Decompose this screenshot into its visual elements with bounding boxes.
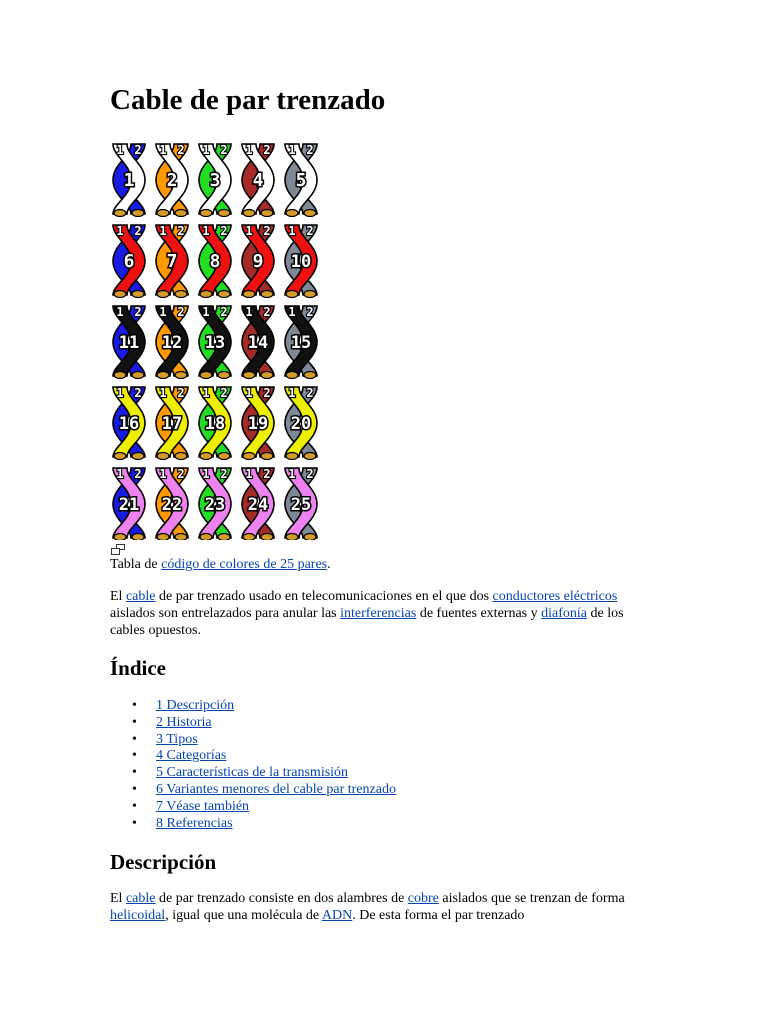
link-interferencias[interactable]: interferencias	[340, 606, 417, 621]
text: , igual que una molécula de	[165, 908, 322, 923]
wire-label: 1	[202, 224, 210, 238]
pair-number: 25	[290, 495, 312, 515]
toc-link-referencias[interactable]: 8 Referencias	[156, 815, 233, 831]
copper-end	[286, 534, 298, 541]
wire-label: 2	[220, 467, 228, 481]
wire-label: 2	[263, 386, 271, 400]
copper-end	[114, 453, 126, 460]
pair-number: 23	[204, 495, 226, 515]
copper-end	[243, 210, 255, 217]
toc-link-historia[interactable]: 2 Historia	[156, 714, 212, 730]
pair-10	[285, 224, 317, 298]
page-title: Cable de par trenzado	[110, 84, 386, 116]
wire-label: 2	[220, 386, 228, 400]
wire-label: 1	[202, 467, 210, 481]
pair-number: 10	[290, 252, 312, 272]
toc-item	[132, 732, 396, 749]
wire-label: 1	[116, 143, 124, 157]
wire-label: 1	[245, 467, 253, 481]
wire-label: 2	[134, 386, 142, 400]
pair-8	[199, 224, 231, 298]
copper-end	[218, 534, 230, 541]
pair-number: 2	[166, 170, 178, 191]
link-helicoidal[interactable]: helicoidal	[110, 908, 166, 923]
wire-label: 1	[288, 467, 296, 481]
copper-end	[157, 372, 169, 379]
copper-end	[261, 534, 273, 541]
wire-label: 1	[202, 143, 210, 157]
wire-label: 2	[220, 224, 228, 238]
pair-number: 5	[295, 170, 307, 191]
copper-end	[132, 453, 144, 460]
link-cable[interactable]: cable	[125, 589, 156, 604]
copper-end	[200, 372, 212, 379]
wire-label: 1	[159, 143, 167, 157]
copper-end	[261, 291, 273, 298]
link-diafonia[interactable]: diafonía	[541, 606, 587, 621]
wire-label: 1	[245, 386, 253, 400]
copper-end	[157, 291, 169, 298]
pair-number: 9	[252, 251, 264, 272]
wire-label: 2	[177, 386, 185, 400]
copper-end	[157, 210, 169, 217]
pair-3	[199, 143, 231, 217]
copper-end	[243, 372, 255, 379]
pair-number: 11	[118, 333, 140, 353]
link-conductores-electricos[interactable]: conductores eléctricos	[492, 589, 618, 604]
wire-label: 1	[245, 305, 253, 319]
pair-number: 12	[161, 333, 183, 353]
copper-end	[218, 291, 230, 298]
copper-end	[286, 291, 298, 298]
caption-prefix: Tabla de	[110, 557, 162, 572]
pair-17	[156, 386, 188, 460]
copper-end	[286, 453, 298, 460]
pair-15	[285, 305, 317, 379]
pair-number: 21	[118, 495, 140, 515]
wire-label: 2	[177, 143, 185, 157]
toc-heading: Índice	[110, 656, 167, 680]
link-color-code[interactable]: código de colores de 25 pares	[161, 557, 328, 572]
link-adn[interactable]: ADN	[321, 908, 353, 923]
wire-label: 2	[263, 467, 271, 481]
copper-end	[132, 291, 144, 298]
wire-label: 2	[306, 467, 314, 481]
copper-end	[114, 291, 126, 298]
copper-end	[157, 453, 169, 460]
pair-24	[242, 467, 274, 540]
copper-end	[304, 291, 316, 298]
copper-end	[175, 210, 187, 217]
pair-1	[113, 143, 145, 217]
pair-20	[285, 386, 317, 460]
copper-end	[218, 453, 230, 460]
pair-number: 19	[247, 414, 269, 434]
pair-4	[242, 143, 274, 217]
image-caption	[110, 544, 331, 573]
toc-link-descripcion[interactable]: 1 Descripción	[156, 698, 235, 713]
wire-label: 1	[245, 224, 253, 238]
pair-11	[113, 305, 145, 379]
toc-item	[132, 715, 396, 732]
toc-link-variantes[interactable]: 6 Variantes menores del cable par trenzado	[156, 781, 396, 797]
pair-18	[199, 386, 231, 460]
copper-end	[175, 372, 187, 379]
copper-end	[261, 453, 273, 460]
copper-end	[114, 210, 126, 217]
text: aislados son entrelazados para anular las	[110, 606, 341, 621]
copper-end	[175, 534, 187, 541]
wire-label: 1	[116, 305, 124, 319]
wire-label: 1	[202, 386, 210, 400]
wire-label: 2	[306, 224, 314, 238]
toc-item	[132, 816, 396, 833]
wire-label: 1	[159, 305, 167, 319]
copper-end	[175, 453, 187, 460]
pair-22	[156, 467, 188, 540]
wire-label: 1	[159, 467, 167, 481]
toc-link-tipos[interactable]: 3 Tipos	[156, 731, 198, 747]
wire-label: 1	[288, 386, 296, 400]
toc-link-categorias[interactable]: 4 Categorías	[156, 748, 227, 764]
text: El	[110, 891, 126, 906]
copper-end	[261, 210, 273, 217]
pairs-grid	[108, 138, 338, 540]
text: . De esta forma el par trenzado	[352, 908, 525, 923]
copper-end	[132, 210, 144, 217]
pair-6	[113, 224, 145, 298]
section-heading-descripcion: Descripción	[110, 850, 217, 874]
wire-label: 1	[159, 224, 167, 238]
pair-19	[242, 386, 274, 460]
pair-number: 3	[209, 170, 221, 191]
pair-number: 22	[161, 495, 183, 515]
wire-label: 1	[245, 143, 253, 157]
caption-suffix: .	[327, 557, 331, 572]
wire-label: 2	[306, 305, 314, 319]
wire-label: 2	[134, 467, 142, 481]
description-paragraph	[110, 890, 655, 924]
pair-number: 7	[166, 251, 178, 272]
wire-label: 2	[177, 467, 185, 481]
color-code-image[interactable]	[108, 138, 338, 540]
toc-link-vease-tambien[interactable]: 7 Véase también	[156, 798, 250, 814]
copper-end	[286, 210, 298, 217]
wire-label: 2	[263, 224, 271, 238]
link-cobre[interactable]: cobre	[407, 891, 439, 906]
wire-label: 1	[288, 143, 296, 157]
pair-number: 4	[252, 170, 264, 191]
pair-23	[199, 467, 231, 540]
toc-item	[132, 748, 396, 765]
pair-13	[199, 305, 231, 379]
copper-end	[200, 453, 212, 460]
pair-number: 16	[118, 414, 140, 434]
wire-label: 2	[263, 305, 271, 319]
copper-end	[304, 534, 316, 541]
wire-label: 2	[134, 305, 142, 319]
copper-end	[304, 372, 316, 379]
copper-end	[114, 372, 126, 379]
copper-end	[243, 534, 255, 541]
pair-number: 15	[290, 333, 312, 353]
table-of-contents	[132, 698, 396, 832]
copper-end	[132, 534, 144, 541]
wire-label: 1	[116, 224, 124, 238]
pair-number: 20	[290, 414, 312, 434]
pair-25	[285, 467, 317, 540]
copper-end	[286, 372, 298, 379]
copper-end	[243, 291, 255, 298]
copper-end	[304, 453, 316, 460]
copper-end	[200, 534, 212, 541]
pair-2	[156, 143, 188, 217]
copper-end	[114, 534, 126, 541]
copper-end	[218, 372, 230, 379]
pair-number: 8	[209, 251, 221, 272]
pair-number: 24	[247, 495, 269, 515]
text: de par trenzado usado en telecomunicaciones en el que dos	[155, 589, 493, 604]
enlarge-icon[interactable]	[111, 544, 125, 555]
copper-end	[200, 210, 212, 217]
wire-label: 1	[288, 224, 296, 238]
wire-label: 2	[220, 143, 228, 157]
wire-label: 2	[134, 143, 142, 157]
pair-21	[113, 467, 145, 540]
text: aislados que se trenzan de forma	[438, 891, 625, 906]
copper-end	[243, 453, 255, 460]
pair-14	[242, 305, 274, 379]
pair-number: 1	[123, 170, 135, 191]
pair-number: 13	[204, 333, 226, 353]
wire-label: 2	[263, 143, 271, 157]
text: de los cables opuestos.	[110, 606, 624, 638]
copper-end	[157, 534, 169, 541]
pair-7	[156, 224, 188, 298]
wire-label: 2	[177, 305, 185, 319]
pair-number: 14	[247, 333, 269, 353]
wire-label: 1	[202, 305, 210, 319]
wire-label: 1	[116, 467, 124, 481]
wire-label: 2	[306, 386, 314, 400]
pair-16	[113, 386, 145, 460]
pair-number: 6	[123, 251, 135, 272]
pair-9	[242, 224, 274, 298]
pair-12	[156, 305, 188, 379]
toc-item	[132, 782, 396, 799]
copper-end	[304, 210, 316, 217]
link-cable[interactable]: cable	[125, 891, 156, 906]
copper-end	[261, 372, 273, 379]
toc-item	[132, 698, 396, 715]
intro-paragraph	[110, 588, 655, 639]
copper-end	[132, 372, 144, 379]
wire-label: 2	[306, 143, 314, 157]
wire-label: 1	[159, 386, 167, 400]
wire-label: 2	[220, 305, 228, 319]
toc-item	[132, 799, 396, 816]
copper-end	[200, 291, 212, 298]
copper-end	[175, 291, 187, 298]
text: El	[110, 589, 126, 604]
toc-link-caracteristicas[interactable]: 5 Características de la transmisión	[156, 765, 349, 781]
wire-label: 2	[134, 224, 142, 238]
copper-end	[218, 210, 230, 217]
pair-5	[285, 143, 317, 217]
text: de par trenzado consiste en dos alambres de	[155, 891, 408, 906]
wire-label: 2	[177, 224, 185, 238]
pair-number: 17	[161, 414, 183, 434]
toc-item	[132, 765, 396, 782]
text: de fuentes externas y	[416, 606, 542, 621]
pair-number: 18	[204, 414, 226, 434]
wire-label: 1	[116, 386, 124, 400]
wire-label: 1	[288, 305, 296, 319]
